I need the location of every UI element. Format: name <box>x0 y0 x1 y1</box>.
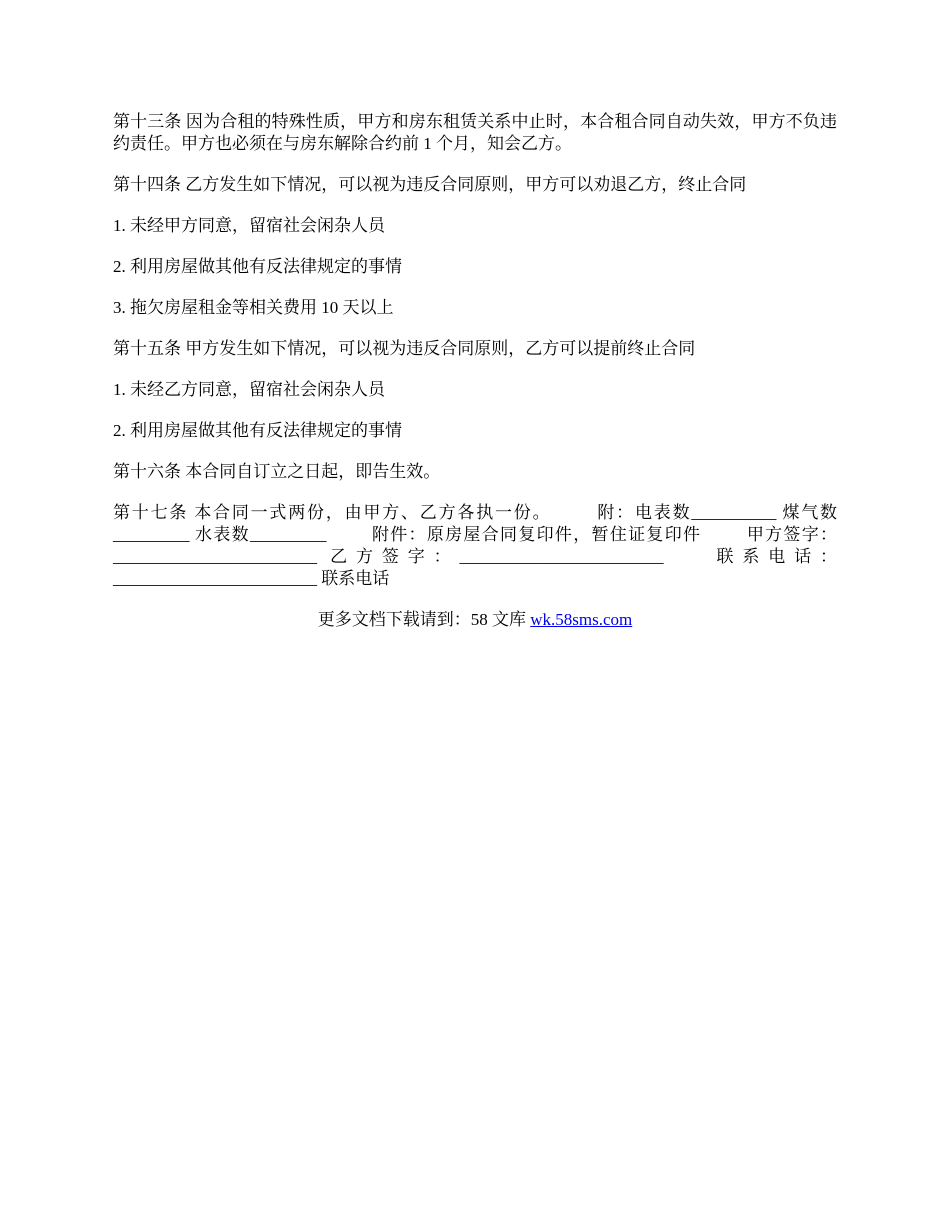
article-14: 第十四条 乙方发生如下情况，可以视为违反合同原则，甲方可以劝退乙方，终止合同 <box>113 175 747 194</box>
footer-prefix: 更多文档下载请到：58 文库 <box>317 610 531 629</box>
attachment-docs: 附件：原房屋合同复印件，暂住证复印件 <box>370 525 702 544</box>
article-15: 第十五条 甲方发生如下情况，可以视为违反合同原则，乙方可以提前终止合同 <box>113 339 696 358</box>
article-14-item-3: 3. 拖欠房屋租金等相关费用 10 天以上 <box>113 298 394 317</box>
party-b-signature: 乙方签字：________________________ <box>330 547 664 566</box>
article-15-item-2: 2. 利用房屋做其他有反法律规定的事情 <box>113 421 402 440</box>
footer <box>113 609 837 631</box>
attachment-meters: 附：电表数__________ 煤气数_________ 水表数_________ <box>113 503 838 544</box>
contact-phone: 联系电话：________________________ 联系电话 <box>113 547 838 588</box>
article-13: 第十三条 因为合租的特殊性质，甲方和房东租赁关系中止时，本合租合同自动失效，甲方不负违约责任。甲方也必须在与房东解除合约前 1 个月，知会乙方。 <box>113 112 837 153</box>
article-16: 第十六条 本合同自订立之日起，即告生效。 <box>113 462 441 481</box>
article-15-item-1: 1. 未经乙方同意，留宿社会闲杂人员 <box>113 380 385 399</box>
footer-link[interactable]: wk.58sms.com <box>530 610 633 629</box>
article-17 <box>113 502 837 590</box>
article-14-item-2: 2. 利用房屋做其他有反法律规定的事情 <box>113 257 402 276</box>
document-body <box>113 111 837 631</box>
article-17-intro: 第十七条 本合同一式两份，由甲方、乙方各执一份。 <box>113 503 552 522</box>
article-14-item-1: 1. 未经甲方同意，留宿社会闲杂人员 <box>113 216 385 235</box>
party-a-signature: 甲方签字：________________________ <box>113 525 838 566</box>
